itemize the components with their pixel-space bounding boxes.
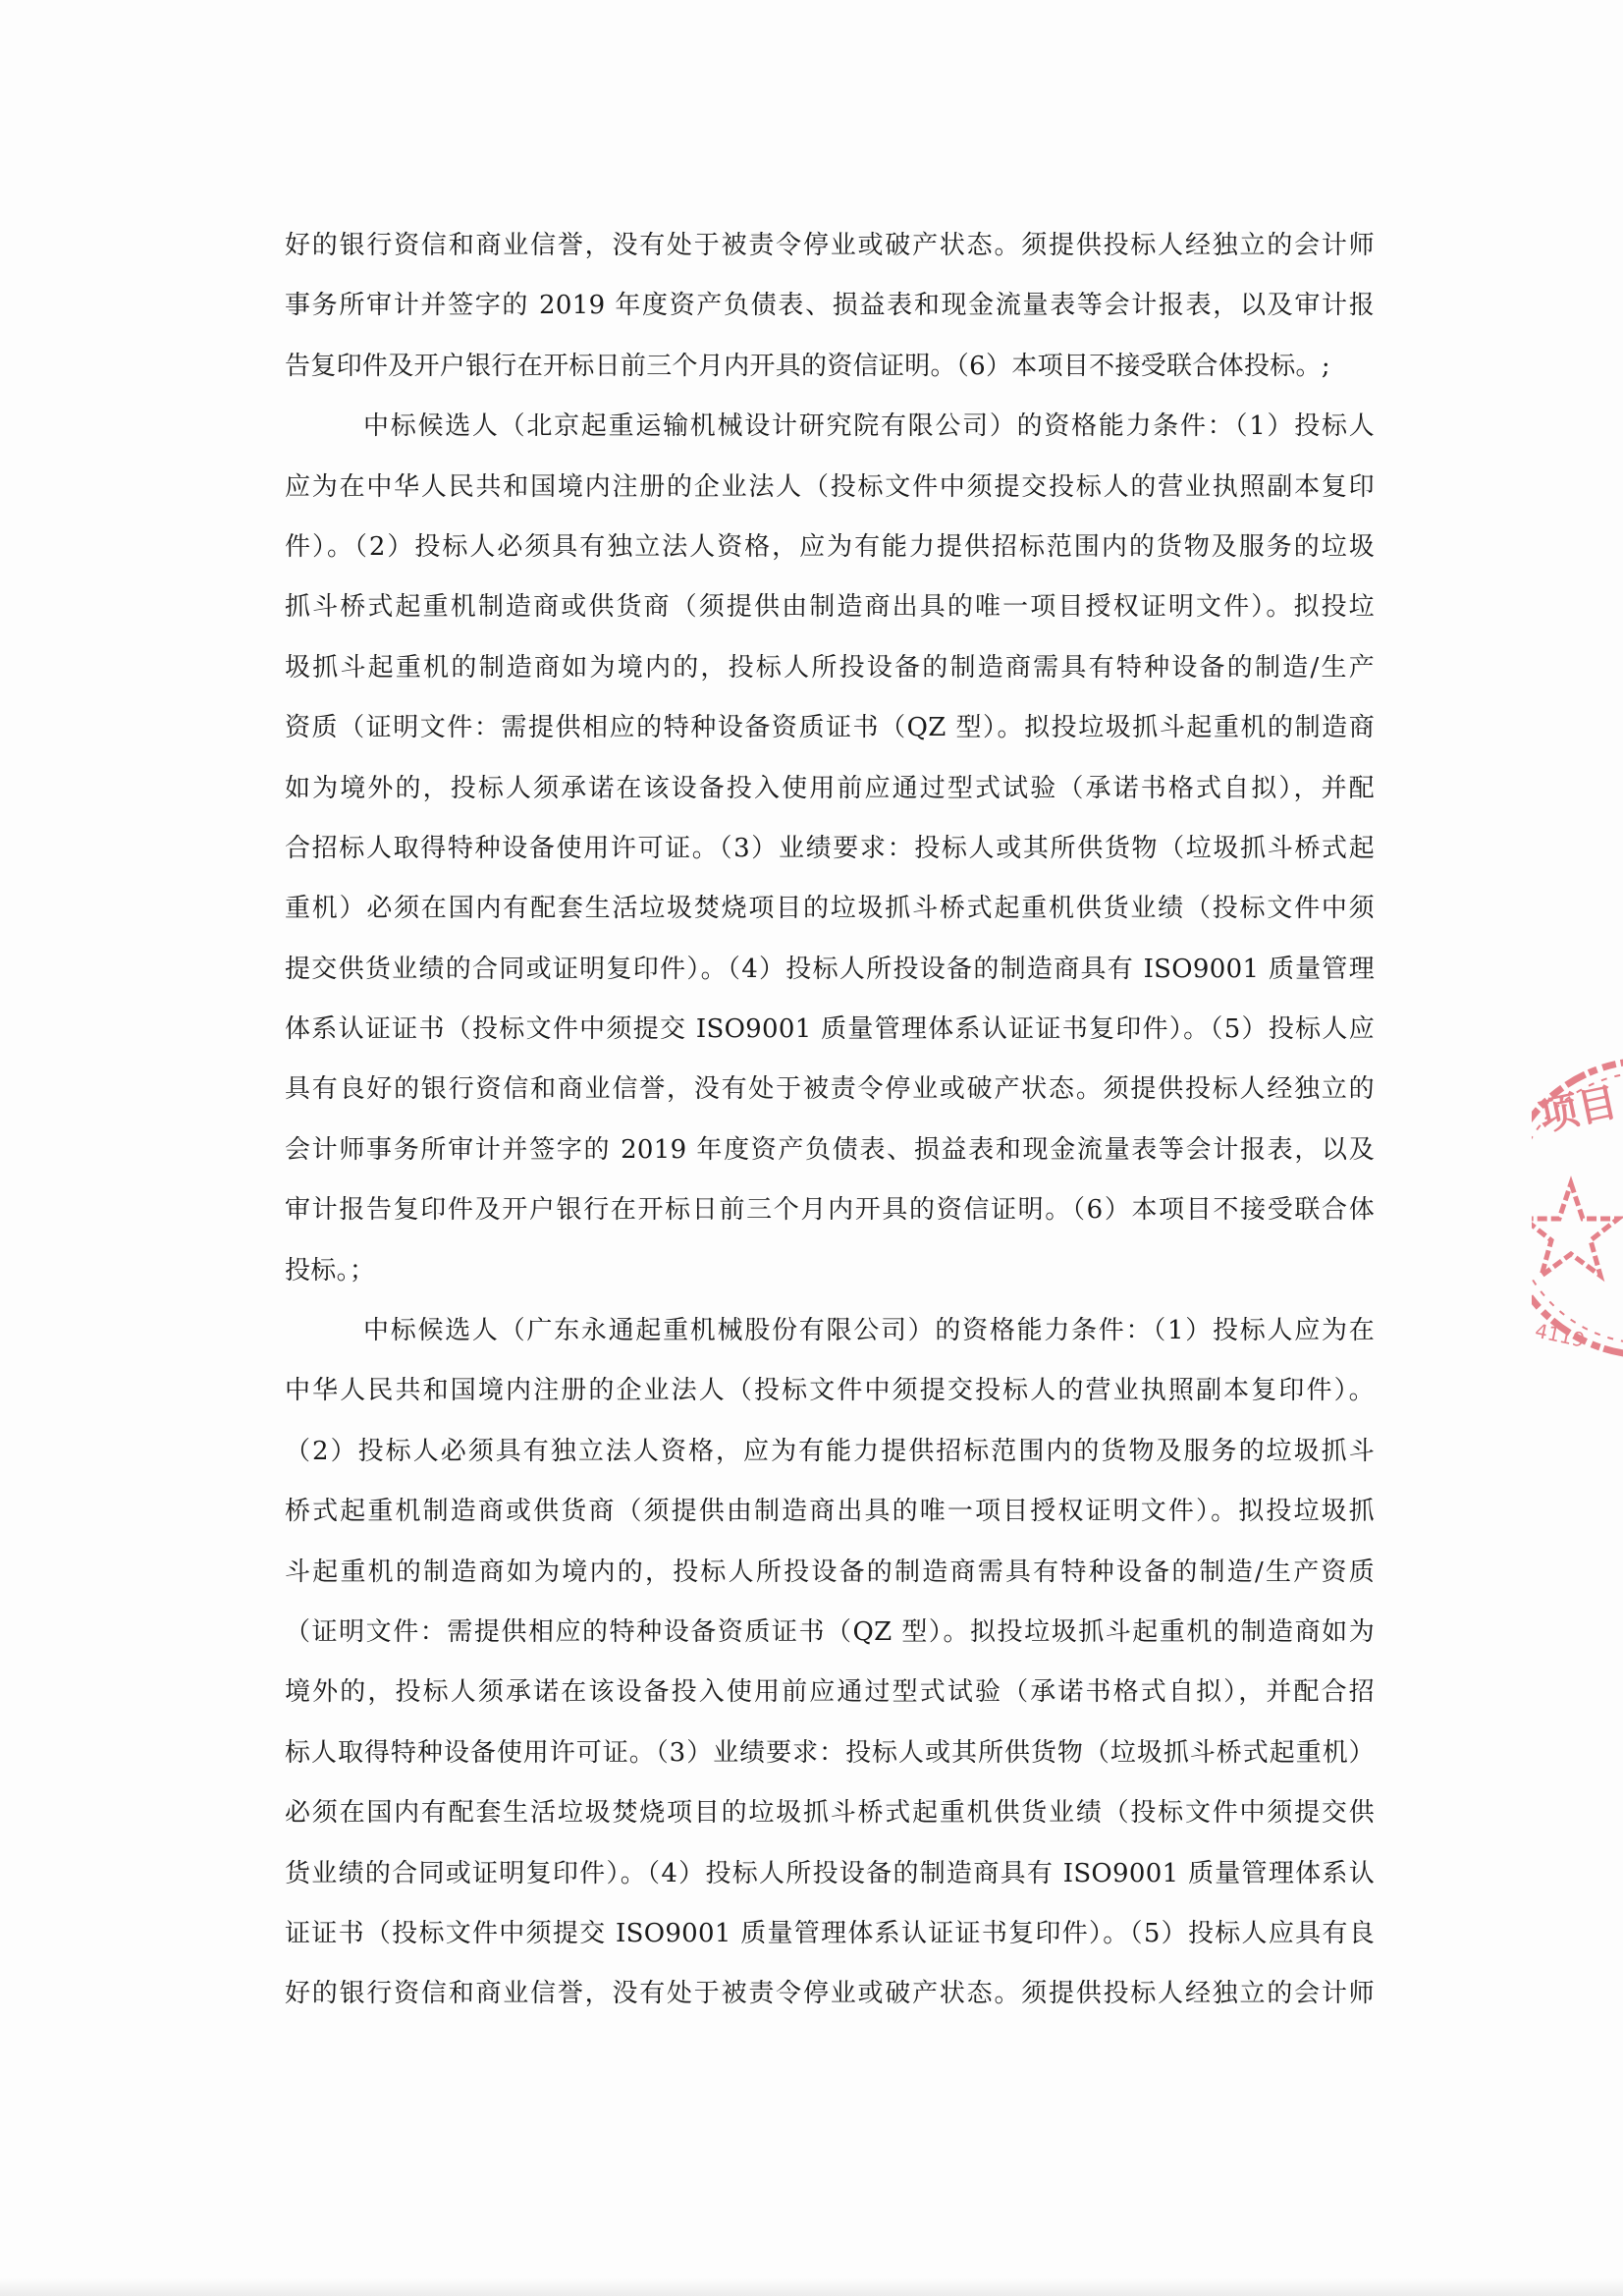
document-body	[285, 216, 1375, 2025]
text-line: 提交供货业绩的合同或证明复印件）。（4）投标人所投设备的制造商具有 ISO9001 质量管理	[285, 954, 1375, 984]
seal-stamp	[1532, 1046, 1623, 1370]
text-line: 会计师事务所审计并签字的 2019 年度资产负债表、损益表和现金流量表等会计报表，以及	[285, 1134, 1375, 1165]
scan-edge	[0, 2278, 1623, 2296]
text-line: 好的银行资信和商业信誉，没有处于被责令停业或破产状态。须提供投标人经独立的会计师	[285, 1979, 1375, 2009]
text-line: 告复印件及开户银行在开标日前三个月内开具的资信证明。（6）本项目不接受联合体投标。;	[285, 351, 1330, 381]
text-line: 投标。；	[285, 1255, 376, 1285]
text-line: 应为在中华人民共和国境内注册的企业法人（投标文件中须提交投标人的营业执照副本复印	[285, 471, 1375, 502]
seal-text: 项目	[1535, 1078, 1622, 1141]
text-line: 资质（证明文件：需提供相应的特种设备资质证书（QZ 型）。拟投垃圾抓斗起重机的制造商	[285, 713, 1375, 743]
text-line: 事务所审计并签字的 2019 年度资产负债表、损益表和现金流量表等会计报表，以及审计报	[285, 291, 1375, 321]
text-line: 货业绩的合同或证明复印件）。（4）投标人所投设备的制造商具有 ISO9001 质量管理体系认	[285, 1858, 1375, 1888]
text-line: 桥式起重机制造商或供货商（须提供由制造商出具的唯一项目授权证明文件）。拟投垃圾抓	[285, 1497, 1375, 1527]
text-line: （2）投标人必须具有独立法人资格，应为有能力提供招标范围内的货物及服务的垃圾抓斗	[285, 1436, 1375, 1466]
text-line: 圾抓斗起重机的制造商如为境内的，投标人所投设备的制造商需具有特种设备的制造/生产	[285, 652, 1375, 683]
text-line: 审计报告复印件及开户银行在开标日前三个月内开具的资信证明。（6）本项目不接受联合体	[285, 1195, 1375, 1226]
seal-lettering	[1535, 1078, 1621, 1140]
text-line: 斗起重机的制造商如为境内的，投标人所投设备的制造商需具有特种设备的制造/生产资质	[285, 1557, 1375, 1587]
text-line: 抓斗桥式起重机制造商或供货商（须提供由制造商出具的唯一项目授权证明文件）。拟投垃	[285, 592, 1375, 623]
text-line: 证证书（投标文件中须提交 ISO9001 质量管理体系认证证书复印件）。（5）投标人应具有良	[285, 1918, 1375, 1948]
paragraph-start-line: 中标候选人（广东永通起重机械股份有限公司）的资格能力条件：（1）投标人应为在	[363, 1316, 1375, 1346]
text-line: 重机）必须在国内有配套生活垃圾焚烧项目的垃圾抓斗桥式起重机供货业绩（投标文件中须	[285, 894, 1375, 924]
text-line: 具有良好的银行资信和商业信誉，没有处于被责令停业或破产状态。须提供投标人经独立的	[285, 1074, 1375, 1105]
text-line: 中华人民共和国境内注册的企业法人（投标文件中须提交投标人的营业执照副本复印件）。	[285, 1376, 1375, 1406]
seal-star-icon	[1532, 1183, 1618, 1276]
text-line: （证明文件：需提供相应的特种设备资质证书（QZ 型）。拟投垃圾抓斗起重机的制造商如为	[285, 1616, 1375, 1647]
text-line: 标人取得特种设备使用许可证。（3）业绩要求：投标人或其所供货物（垃圾抓斗桥式起重机）	[285, 1737, 1375, 1768]
text-line: 合招标人取得特种设备使用许可证。（3）业绩要求：投标人或其所供货物（垃圾抓斗桥式起	[285, 833, 1375, 863]
text-line: 体系认证证书（投标文件中须提交 ISO9001 质量管理体系认证证书复印件）。（5）投标人应	[285, 1014, 1375, 1045]
text-line: 如为境外的，投标人须承诺在该设备投入使用前应通过型式试验（承诺书格式自拟），并配	[285, 773, 1375, 803]
paragraph-start-line: 中标候选人（北京起重运输机械设计研究院有限公司）的资格能力条件：（1）投标人	[363, 411, 1375, 442]
text-line: 好的银行资信和商业信誉，没有处于被责令停业或破产状态。须提供投标人经独立的会计师	[285, 231, 1375, 260]
text-line: 件）。（2）投标人必须具有独立法人资格，应为有能力提供招标范围内的货物及服务的垃圾	[285, 531, 1375, 562]
text-line: 境外的，投标人须承诺在该设备投入使用前应通过型式试验（承诺书格式自拟），并配合招	[285, 1677, 1375, 1708]
seal-number: 4119	[1533, 1318, 1588, 1352]
text-line: 必须在国内有配套生活垃圾焚烧项目的垃圾抓斗桥式起重机供货业绩（投标文件中须提交供	[285, 1798, 1375, 1829]
